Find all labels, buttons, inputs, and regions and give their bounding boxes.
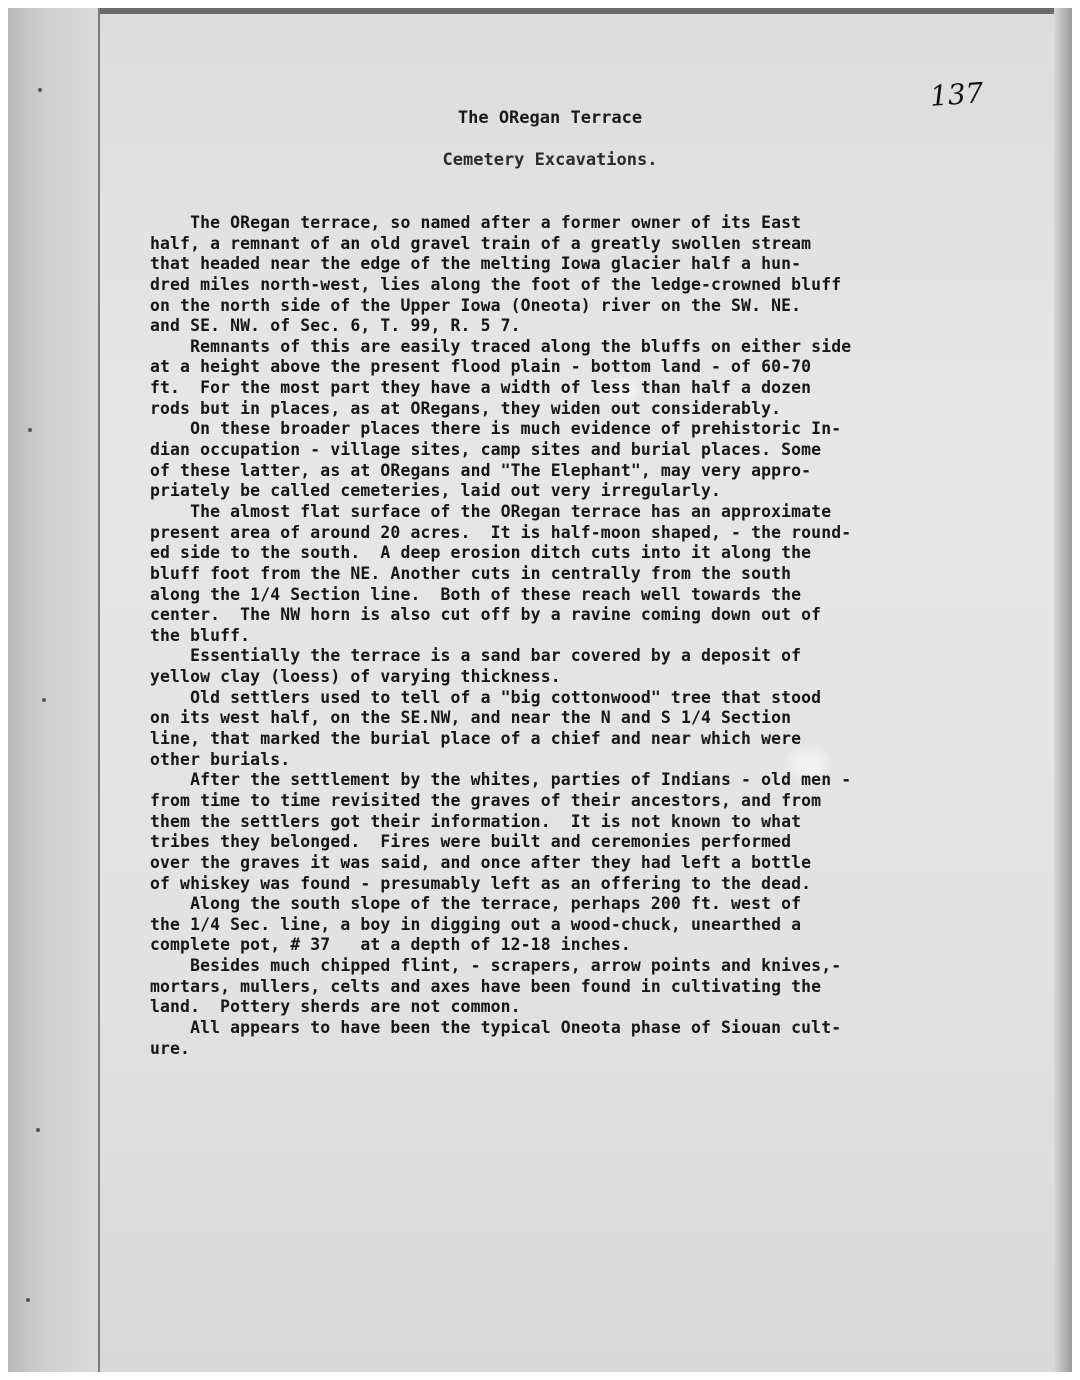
- text-line: on its west half, on the SE.NW, and near the N and S 1/4 Section: [150, 708, 792, 728]
- text-line: Old settlers used to tell of a "big cottonwood" tree that stood: [150, 687, 822, 707]
- text-line: them the settlers got their information. It is not known to what: [150, 811, 802, 831]
- text-line: line, that marked the burial place of a chief and near which were: [150, 729, 802, 749]
- text-line: ft. For the most part they have a width of less than half a dozen: [150, 378, 812, 398]
- text-line: the 1/4 Sec. line, a boy in digging out a wood-chuck, unearthed a: [150, 914, 802, 934]
- handwritten-page-number: 137: [928, 76, 985, 113]
- text-line: The ORegan terrace, so named after a former owner of its East: [150, 213, 802, 232]
- margin-speck: [28, 428, 32, 432]
- text-line: On these broader places there is much evidence of prehistoric In-: [150, 419, 842, 439]
- text-line: tribes they belonged. Fires were built and ceremonies performed: [150, 832, 792, 852]
- text-line: along the 1/4 Section line. Both of these reach well towards the: [150, 584, 802, 604]
- text-line: complete pot, # 37 at a depth of 12-18 inches.: [150, 935, 631, 955]
- text-line: The almost flat surface of the ORegan terrace has an approximate: [150, 501, 832, 521]
- text-line: land. Pottery sherds are not common.: [150, 997, 521, 1017]
- text-line: Besides much chipped flint, - scrapers, arrow points and knives,-: [150, 956, 842, 976]
- text-line: center. The NW horn is also cut off by a ravine coming down out of: [150, 605, 822, 625]
- text-line: on the north side of the Upper Iowa (Oneota) river on the SW. NE.: [150, 295, 802, 315]
- text-line: of these latter, as at ORegans and "The Elephant", may very appro-: [150, 460, 812, 480]
- text-line: and SE. NW. of Sec. 6, T. 99, R. 5 7.: [150, 316, 521, 336]
- text-line: dred miles north-west, lies along the foot of the ledge-crowned bluff: [150, 274, 842, 294]
- text-line: over the graves it was said, and once after they had left a bottle: [150, 852, 812, 872]
- text-line: at a height above the present flood plain - bottom land - of 60-70: [150, 357, 812, 377]
- text-line: of whiskey was found - presumably left as an offering to the dead.: [150, 873, 812, 893]
- text-line: priately be called cemeteries, laid out very irregularly.: [150, 481, 722, 501]
- text-line: from time to time revisited the graves of their ancestors, and from: [150, 790, 822, 810]
- text-line: Remnants of this are easily traced along the bluffs on either side: [150, 336, 852, 356]
- text-line: Along the south slope of the terrace, perhaps 200 ft. west of: [150, 894, 802, 914]
- text-line: ure.: [150, 1038, 191, 1058]
- page-right-edge: [1054, 8, 1072, 1372]
- typed-body-text: [150, 213, 1030, 1059]
- document-title: The ORegan Terrace: [457, 108, 643, 128]
- text-line: dian occupation - village sites, camp sites and burial places. Some: [150, 440, 822, 460]
- text-line: that headed near the edge of the melting Iowa glacier half a hun-: [150, 254, 802, 274]
- text-line: All appears to have been the typical Oneota phase of Siouan cult-: [150, 1017, 842, 1037]
- text-line: yellow clay (loess) of varying thickness.: [150, 667, 561, 687]
- text-line: the bluff.: [150, 625, 251, 645]
- margin-speck: [38, 88, 42, 92]
- text-line: half, a remnant of an old gravel train of a greatly swollen stream: [150, 233, 812, 253]
- text-line: After the settlement by the whites, parties of Indians - old men -: [150, 770, 852, 790]
- page-top-edge: [8, 8, 1072, 14]
- margin-speck: [42, 698, 46, 702]
- text-line: mortars, mullers, celts and axes have been found in cultivating the: [150, 976, 822, 996]
- page-left-margin: [8, 8, 100, 1372]
- text-line: present area of around 20 acres. It is half-moon shaped, - the round-: [150, 522, 852, 542]
- margin-speck: [36, 1128, 40, 1132]
- text-line: rods but in places, as at ORegans, they widen out considerably.: [150, 398, 782, 418]
- text-line: other burials.: [150, 749, 291, 769]
- text-line: ed side to the south. A deep erosion ditch cuts into it along the: [150, 543, 812, 563]
- text-line: bluff foot from the NE. Another cuts in centrally from the south: [150, 563, 792, 583]
- margin-speck: [26, 1298, 30, 1302]
- text-line: Essentially the terrace is a sand bar covered by a deposit of: [150, 646, 802, 666]
- document-subtitle: Cemetery Excavations.: [442, 150, 658, 170]
